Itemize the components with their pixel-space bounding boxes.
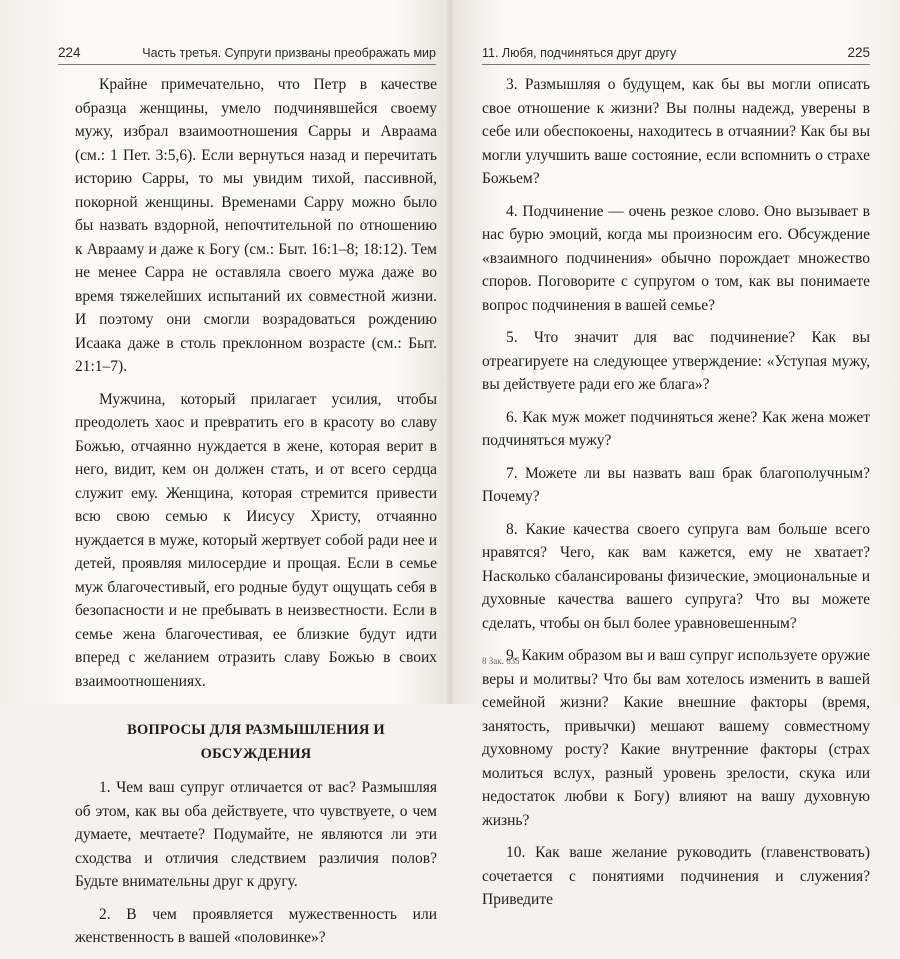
page-number: 224 — [58, 45, 81, 60]
left-page — [0, 0, 450, 946]
question-item: 8. Какие качества своего супруга вам больше всего нравятся? Чего, как вам кажется, ему не хватает? Насколько сбалансированы физические, эмоциональные и духовные качества вашего супруга? Что вы можете сделать, чтобы он был более уравновешенным? — [482, 520, 870, 632]
question-item: 3. Размышляя о будущем, как бы вы могли описать свое отношение к жизни? Вы полны надежд, уверены в себе или обеспокоены, находитесь в отчаянии? Как бы вы могли улучшить ваше состояние, если вспомнить о страхе Божьем? — [482, 76, 870, 187]
left-page-header — [58, 40, 436, 65]
right-page-header — [482, 40, 870, 65]
section-heading: ВОПРОСЫ ДЛЯ РАЗМЫШЛЕНИЯ И ОБСУЖДЕНИЯ — [127, 722, 385, 762]
question-item: 10. Как ваше желание руководить (главенствовать) сочетается с понятиями подчинения и служения? Приведите — [482, 844, 870, 908]
right-page — [450, 0, 900, 908]
left-page-body — [75, 73, 437, 959]
running-title: 11. Любя, подчиняться друг другу — [482, 46, 677, 60]
question-item: 5. Что значит для вас подчинение? Как вы отреагируете на следующее утверждение: «Уступая мужу, вы действуете ради его же блага»? — [482, 329, 870, 393]
page-number: 225 — [847, 45, 870, 60]
question-item: 6. Как муж может подчиняться жене? Как жена может подчиняться мужу? — [482, 408, 870, 449]
print-signature: 8 Зак. 635 — [482, 656, 520, 666]
paragraph: Мужчина, который прилагает усилия, чтобы преодолеть хаос и превратить его в красоту во славу Божью, отчаянно нуждается в жене, которая верит в него, видит, кем он должен стать, и от всего сердца служит ему. Женщина, которая стремится привести всю свою семью к Иисусу Христу, отчаянно нуждается в муже, который жертвует собой ради нее и детей, проявляя милосердие и прощая. Если в семье муж благочестивый, его родные будут ощущать себя в безопасности и не пребывать в неизвестности. Если в семье жена благочестивая, ее близкие будут идти вперед с желанием отразить славу Божью в своих взаимоотношениях. — [75, 390, 437, 690]
question-item: 2. В чем проявляется мужественность или женственность в вашей «половинке»? — [75, 905, 437, 946]
question-item: 1. Чем ваш супруг отличается от вас? Размышляя об этом, как вы оба действуете, что чувствуете, о чем думаете, мечтаете? Подумайте, не являются ли эти сходства и отличия следствием различия полов? Будьте внимательны друг к другу. — [75, 779, 437, 890]
right-page-body — [482, 73, 870, 921]
running-title: Часть третья. Супруги призваны преображать мир — [142, 46, 436, 60]
paragraph: Крайне примечательно, что Петр в качестве образца женщины, умело подчинявшейся своему мужу, избрал взаимоотношения Сарры и Авраама (см.: 1 Пет. 3:5,6). Если вернуться назад и перечитать историю Сарры, то мы увидим тихой, пассивной, покорной женщины. Временами Сарру можно было бы назвать вздорной, непочтительной по отношению к Аврааму и даже к Богу (см.: Быт. 16:1–8; 18:12). Тем не менее Сарра не оставляла своего мужа даже во время тяжелейших испытаний их совместной жизни. И поэтому они смогли возрадоваться рождению Исаака даже в столь преклонном возрасте (см.: Быт. 21:1–7). — [75, 76, 437, 375]
question-item: 7. Можете ли вы назвать ваш брак благополучным? Почему? — [482, 464, 870, 505]
question-item: 4. Подчинение — очень резкое слово. Оно вызывает в нас бурю эмоций, когда мы произносим его. Обсуждение «взаимного подчинения» обычно порождает множество споров. Поговорите с супругом о том, как вы понимаете вопрос подчинения в вашей семье? — [482, 202, 870, 314]
question-item: 9. Каким образом вы и ваш супруг используете оружие веры и молитвы? Что бы вам хотелось изменить в вашей семейной жизни? Какие внешние факторы (время, занятость, привычки) мешают вашему совместному духовному росту? Какие внутренние факторы (страх молиться вслух, разный уровень зрелости, скука или недостаток любви к Богу) влияют на вашу духовную жизнь? — [482, 647, 870, 829]
